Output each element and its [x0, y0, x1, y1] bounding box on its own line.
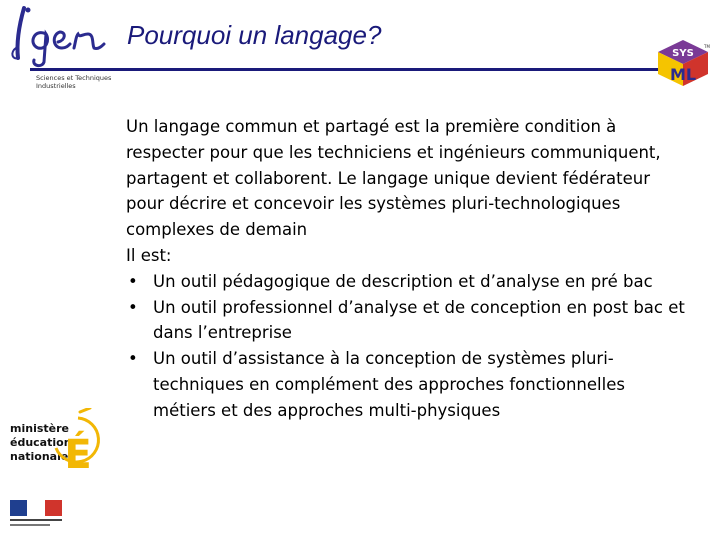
- education-e-icon: [50, 408, 106, 492]
- ministry-line: ministère: [10, 422, 69, 435]
- sysml-trademark: TM: [704, 44, 710, 49]
- ministry-line: éducation: [10, 436, 72, 449]
- igen-subtitle: Sciences et Techniques Industrielles: [36, 74, 112, 90]
- list-item: [126, 346, 686, 423]
- lead-line: Il est:: [126, 245, 172, 265]
- list-item: [126, 295, 686, 347]
- sysml-logo: [656, 38, 710, 88]
- sysml-top-text: SYS: [672, 48, 694, 59]
- page-title: Pourquoi un langage?: [127, 20, 382, 50]
- intro-paragraph: Un langage commun et partagé est la première condition à respecter pour que les techniciens et ingénieurs communiquent, partagent et collaborent. Le langage unique devient fédérateur pour décrire et concevoir les systèmes pluri-technologiques complexes de demain: [126, 117, 661, 240]
- ministry-line: nationale: [10, 450, 69, 463]
- sysml-bottom-text: ML: [669, 65, 697, 84]
- body-content: [126, 114, 686, 424]
- education-e-letter: É: [64, 432, 92, 478]
- igen-logo: [6, 4, 114, 68]
- bullet-text: Un outil d’assistance à la conception de systèmes pluri-techniques en complément des approches fonctionnelles métiers et des approches multi-physiques: [153, 349, 625, 420]
- bullet-icon: •: [128, 297, 138, 317]
- bullet-text: Un outil professionnel d’analyse et de conception en post bac et dans l’entreprise: [153, 297, 685, 343]
- ministry-logo: [6, 408, 106, 534]
- bullet-icon: •: [128, 349, 138, 369]
- bullet-text: Un outil pédagogique de description et d’analyse en pré bac: [153, 271, 653, 291]
- bullet-list: [126, 269, 686, 424]
- republique-francaise-logo: [10, 500, 62, 530]
- list-item: [126, 269, 686, 295]
- bullet-icon: •: [128, 271, 138, 291]
- title-divider: [30, 68, 670, 71]
